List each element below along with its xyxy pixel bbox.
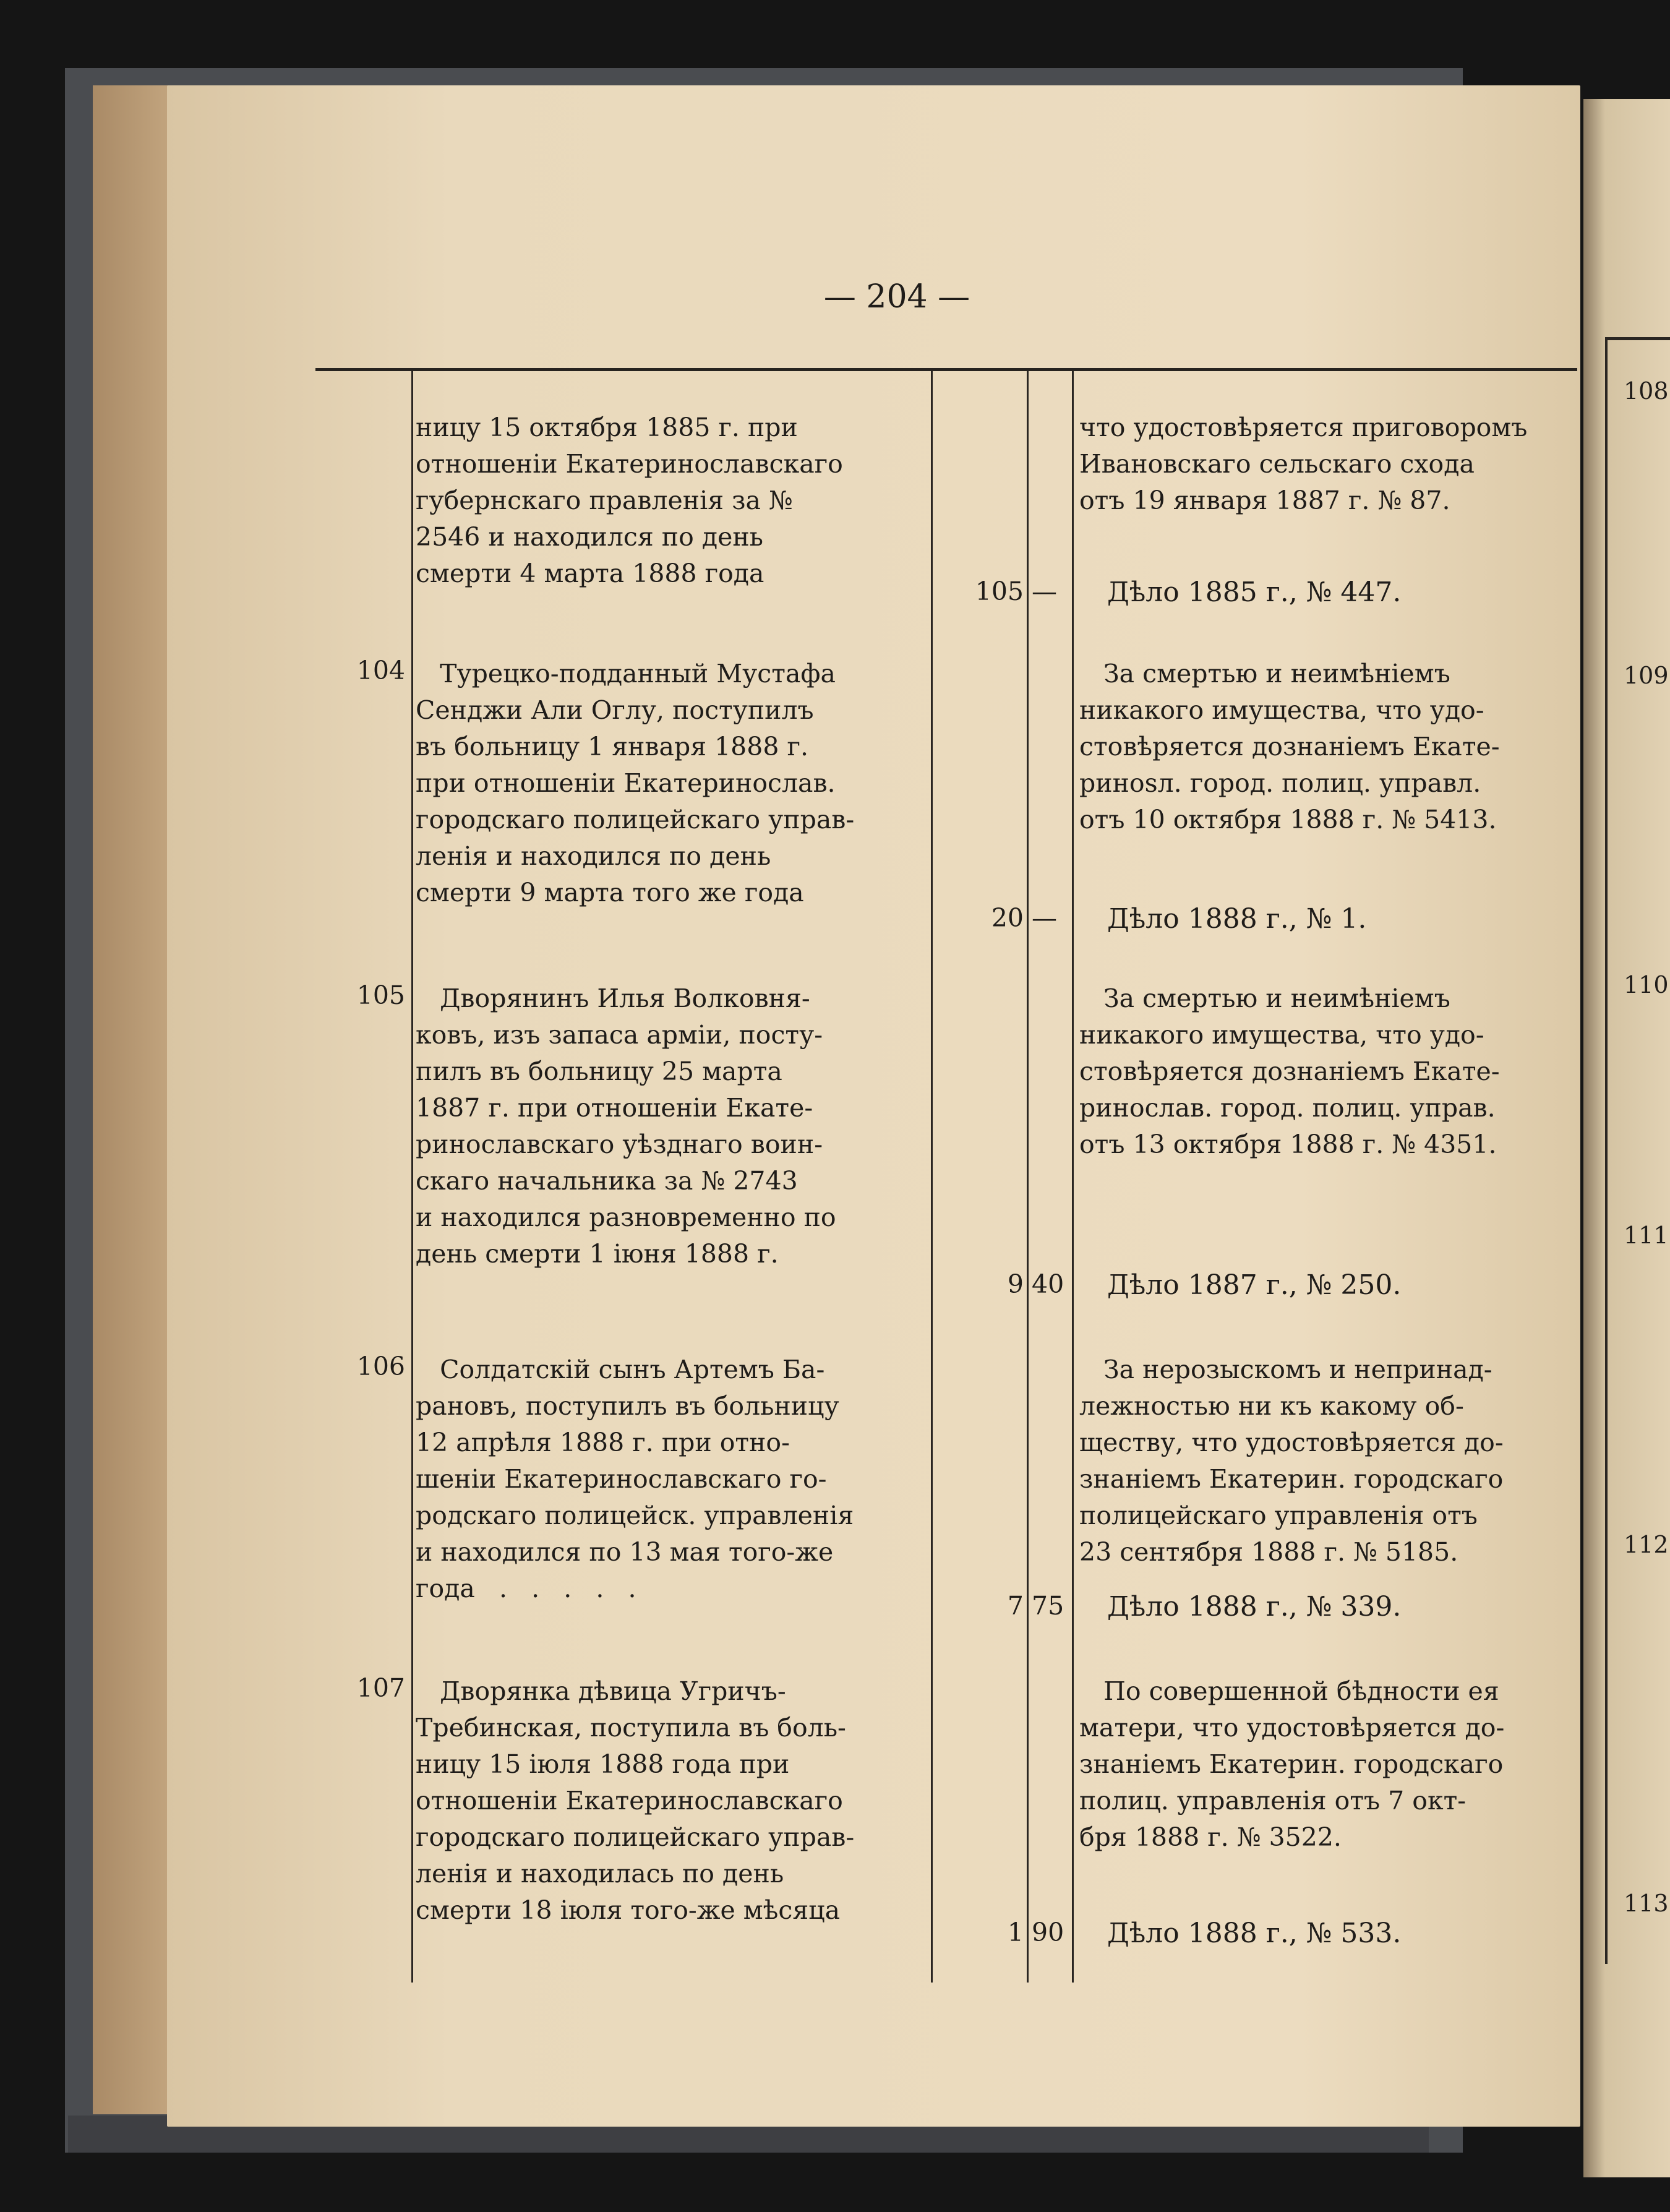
text-line: ринославскаго уѣзднаго воин- — [416, 1130, 823, 1159]
entry-number: 105 — [356, 980, 405, 1010]
column-divider — [1027, 371, 1029, 1983]
next-page-number: 113 — [1624, 1890, 1669, 1917]
text-line: и находился разновременно по — [416, 1202, 836, 1232]
text-line: смерти 4 марта 1888 года — [416, 559, 764, 588]
note-text — [1079, 656, 1577, 838]
entry-text — [416, 980, 929, 1272]
text-line: 23 сентября 1888 г. № 5185. — [1079, 1537, 1458, 1567]
note-text — [1079, 980, 1577, 1163]
amount-kopecks: 75 — [1032, 1591, 1064, 1621]
text-line: пилъ въ больницу 25 марта — [416, 1057, 782, 1086]
text-line: и находился по 13 мая того-же — [416, 1537, 834, 1567]
text-line: По совершенной бѣдности ея — [1079, 1676, 1499, 1706]
next-page-number: 110 — [1624, 971, 1669, 998]
entry-number: 107 — [356, 1673, 405, 1703]
amount-rubles: 7 — [1007, 1591, 1024, 1621]
text-line: стовѣряется дознаніемъ Екате- — [1079, 1057, 1500, 1086]
next-page-column-line — [1605, 337, 1608, 1964]
entry-number: 106 — [356, 1352, 405, 1381]
text-line: что удостовѣряется приговоромъ — [1079, 413, 1528, 442]
text-line: родскаго полицейск. управленія — [416, 1501, 854, 1530]
text-line: отъ 13 октября 1888 г. № 4351. — [1079, 1130, 1497, 1159]
text-line: отношеніи Екатеринославскаго — [416, 449, 843, 479]
text-line: городскаго полицейскаго управ- — [416, 1822, 855, 1852]
text-line: ринослав. город. полиц. управ. — [1079, 1093, 1496, 1123]
text-line: Требинская, поступила въ боль- — [416, 1713, 846, 1743]
text-line: бря 1888 г. № 3522. — [1079, 1822, 1342, 1852]
text-line: рановъ, поступилъ въ больницу — [416, 1391, 839, 1421]
text-line: стовѣряется дознаніемъ Екате- — [1079, 732, 1500, 761]
text-line: смерти 9 марта того же года — [416, 878, 804, 907]
next-page-number: 109 — [1624, 662, 1669, 689]
text-line: никакого имущества, что удо- — [1079, 1020, 1484, 1050]
text-line: За смертью и неимѣніемъ — [1079, 984, 1450, 1013]
text-line: ринosл. город. полиц. управл. — [1079, 768, 1481, 798]
column-divider — [411, 371, 413, 1983]
note-text — [1079, 409, 1577, 519]
text-line: Турецко-подданный Мустафа — [416, 659, 836, 688]
text-line: Дворянинъ Илья Волковня- — [416, 984, 810, 1013]
page-number: — 204 — — [823, 278, 970, 315]
text-line: скаго начальника за № 2743 — [416, 1166, 798, 1196]
text-line: Сенджи Али Оглу, поступилъ — [416, 695, 814, 725]
column-divider — [1072, 371, 1074, 1983]
text-line: отношеніи Екатеринославскаго — [416, 1786, 843, 1815]
text-line: день смерти 1 іюня 1888 г. — [416, 1239, 779, 1269]
text-line: въ больницу 1 января 1888 г. — [416, 732, 808, 761]
column-divider — [931, 371, 933, 1983]
entry-text — [416, 409, 929, 592]
text-line: знаніемъ Екатерин. городскаго — [1079, 1749, 1504, 1779]
text-line: ницу 15 октября 1885 г. при — [416, 413, 798, 442]
text-line: отъ 19 января 1887 г. № 87. — [1079, 486, 1450, 515]
text-line: губернскаго правленія за № — [416, 486, 793, 515]
text-line: полиц. управленія отъ 7 окт- — [1079, 1786, 1467, 1815]
amount-rubles: 105 — [975, 577, 1024, 606]
text-line: Дворянка дѣвица Угричъ- — [416, 1676, 786, 1706]
text-line: никакого имущества, что удо- — [1079, 695, 1484, 725]
amount-kopecks: — — [1032, 577, 1057, 606]
text-line: знаніемъ Екатерин. городскаго — [1079, 1464, 1504, 1494]
note-text — [1079, 1352, 1577, 1571]
text-line: Ивановскаго сельскаго схода — [1079, 449, 1475, 479]
entry-number: 104 — [356, 656, 405, 685]
text-line: ленія и находился по день — [416, 841, 771, 871]
text-line: Солдатскій сынъ Артемъ Ба- — [416, 1355, 825, 1384]
text-line: ществу, что удостовѣряется до- — [1079, 1428, 1504, 1457]
case-number: Дѣло 1887 г., № 250. — [1107, 1269, 1402, 1301]
case-number: Дѣло 1888 г., № 533. — [1107, 1918, 1402, 1949]
text-line: За смертью и неимѣніемъ — [1079, 659, 1450, 688]
text-line: лежностью ни къ какому об- — [1079, 1391, 1464, 1421]
entry-text — [416, 1352, 929, 1607]
text-line: 1887 г. при отношеніи Екате- — [416, 1093, 813, 1123]
text-line: За нерозыскомъ и непринад- — [1079, 1355, 1492, 1384]
amount-kopecks: — — [1032, 903, 1057, 933]
next-page-sliver — [1583, 99, 1670, 2177]
amount-kopecks: 90 — [1032, 1918, 1064, 1947]
amount-rubles: 1 — [1007, 1918, 1024, 1947]
text-line: шеніи Екатеринославскаго го- — [416, 1464, 827, 1494]
case-number: Дѣло 1888 г., № 1. — [1107, 903, 1367, 935]
table-top-rule — [315, 368, 1577, 371]
text-line: года . . . . . — [416, 1574, 636, 1603]
next-page-rule — [1605, 337, 1670, 340]
text-line: при отношеніи Екатеринослав. — [416, 768, 836, 798]
entry-text — [416, 656, 929, 911]
text-line: городскаго полицейскаго управ- — [416, 805, 855, 834]
note-text — [1079, 1673, 1577, 1856]
entry-text — [416, 1673, 929, 1929]
case-number: Дѣло 1888 г., № 339. — [1107, 1591, 1402, 1623]
text-line: 12 апрѣля 1888 г. при отно- — [416, 1428, 790, 1457]
text-line: ницу 15 іюля 1888 года при — [416, 1749, 790, 1779]
text-line: ковъ, изъ запаса арміи, посту- — [416, 1020, 823, 1050]
text-line: смерти 18 іюля того-же мѣсяца — [416, 1895, 841, 1925]
case-number: Дѣло 1885 г., № 447. — [1107, 577, 1402, 608]
text-line: матери, что удостовѣряется до- — [1079, 1713, 1505, 1743]
text-line: 2546 и находился по день — [416, 522, 763, 552]
next-page-number: 112 — [1624, 1531, 1669, 1558]
text-line: отъ 10 октября 1888 г. № 5413. — [1079, 805, 1497, 834]
next-page-number: 108 — [1624, 377, 1669, 405]
amount-rubles: 9 — [1007, 1269, 1024, 1299]
amount-rubles: 20 — [991, 903, 1024, 933]
text-line: полицейскаго управленія отъ — [1079, 1501, 1478, 1530]
amount-kopecks: 40 — [1032, 1269, 1064, 1299]
text-line: ленія и находилась по день — [416, 1859, 784, 1888]
next-page-number: 111 — [1624, 1222, 1669, 1249]
